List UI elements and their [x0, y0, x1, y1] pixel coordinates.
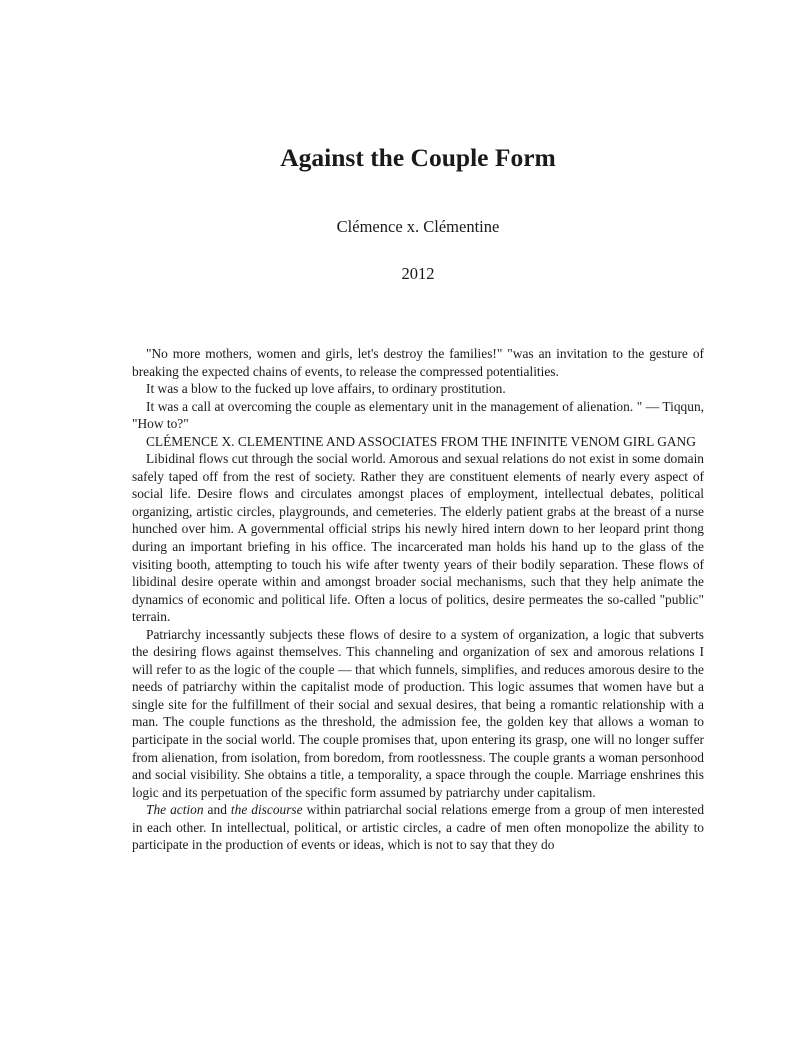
document-body [132, 345, 704, 854]
emphasis-the-discourse: the discourse [230, 802, 303, 818]
paragraph-patriarchy: Patriarchy incessantly subjects these flows of desire to a system of organization, a logic that subverts the desiring flows against themselves. This channeling and organization of sex and amorous relations I will refer to as the logic of the couple — that which funnels, simplifies, and reduces amorous desire to the needs of patriarchy within the capitalist mode of production. This logic assumes that women have but a single site for the fulfillment of their social and sexual desires, that being a romantic relationship with a man. The couple functions as the threshold, the admission fee, the golden key that allows a woman to participate in the social world. The couple promises that, upon entering its grasp, one will no longer suffer from alienation, from isolation, from boredom, from rootlessness. The couple grants a woman personhood and social visibility. She obtains a title, a temporality, a space through the couple. Marriage enshrines this logic and its perpetuation of the specific form assumed by patriarchy under capitalism. [132, 626, 704, 800]
paragraph-continuation: within patriarchal social relations emerge from a group of men interested in each other. In intellectual, political, or artistic circles, a cadre of men often monopolize the ability to participate in the production of events or ideas, which is not to say that they do [132, 802, 705, 853]
paragraph-byline: CLÉMENCE X. CLEMENTINE AND ASSOCIATES FROM THE INFINITE VENOM GIRL GANG [146, 433, 696, 449]
paragraph-epigraph-line-3: It was a call at overcoming the couple as elementary unit in the management of alienation. " — Tiqqun, "How to?" [132, 398, 704, 432]
paragraph-libidinal-flows: Libidinal flows cut through the social world. Amorous and sexual relations do not exist in some domain safely taped off from the rest of society. Rather they are constituent elements of nearly every aspect of social life. Desire flows and circulates amongst places of employment, intellectual debates, political organizing, artistic circles, playgrounds, and cemeteries. The elderly patient grabs at the breast of a nurse hunched over him. A governmental official strips his newly hired intern down to her leopard print thong during an important briefing in his office. The incarcerated man holds his hand up to the glass of the visiting booth, attempting to touch his wife after twenty years of their bodily separation. These flows of libidinal desire operate within and amongst broader social mechanisms, such that they help animate the dynamics of economic and political life. Often a locus of politics, desire permeates the so-called "public" terrain. [132, 451, 704, 625]
paragraph-epigraph-quote: "No more mothers, women and girls, let's destroy the families!" "was an invitation to the gesture of breaking the expected chains of events, to release the compressed potentialities. [132, 346, 704, 379]
emphasis-the-action: The action [146, 802, 204, 818]
document-date: 2012 [401, 264, 435, 283]
paragraph-action-discourse [132, 801, 704, 854]
paragraph-connector: and [203, 802, 231, 818]
document-title: Against the Couple Form [280, 143, 556, 172]
document-author: Clémence x. Clémentine [336, 217, 500, 236]
paragraph-epigraph-line-2: It was a blow to the fucked up love affairs, to ordinary prostitution. [146, 381, 506, 397]
